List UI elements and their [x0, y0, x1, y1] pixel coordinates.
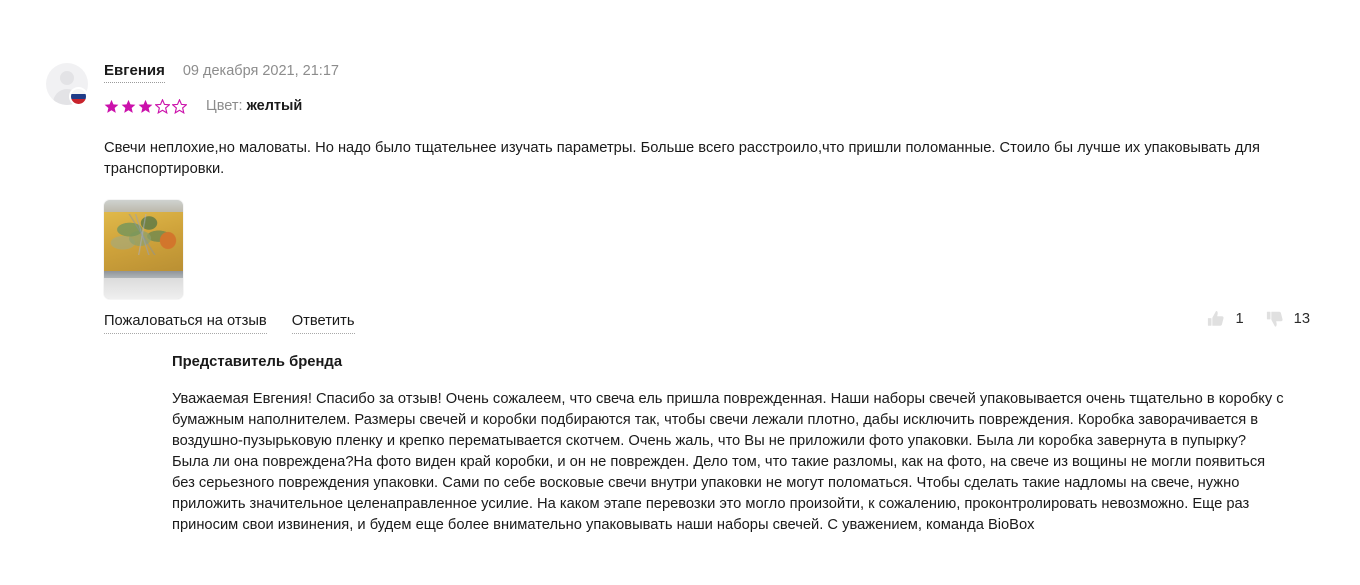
- star-empty-icon: [155, 99, 170, 114]
- attribute-label: Цвет:: [206, 98, 243, 114]
- brand-reply-title: Представитель бренда: [172, 354, 343, 370]
- star-rating: [104, 99, 187, 114]
- thumbs-up-count: 1: [1235, 311, 1244, 327]
- star-filled-icon: [138, 99, 153, 114]
- review-actions: [104, 311, 355, 334]
- review-meta-row: [104, 97, 302, 115]
- star-empty-icon: [172, 99, 187, 114]
- brand-reply-block: [172, 352, 1287, 536]
- review-attribute: [206, 97, 302, 115]
- review-header: [104, 62, 339, 83]
- russia-flag-icon: [69, 87, 88, 106]
- thumbs-down-count: 13: [1293, 311, 1310, 327]
- thumbs-down-button[interactable]: [1266, 310, 1310, 328]
- star-filled-icon: [121, 99, 136, 114]
- attribute-value: желтый: [246, 98, 303, 114]
- thumbs-up-button[interactable]: [1207, 310, 1243, 328]
- review-date: 09 декабря 2021, 21:17: [182, 63, 339, 79]
- avatar-head-shape: [60, 71, 74, 85]
- avatar: [46, 63, 88, 105]
- review-photo-list: [104, 200, 183, 299]
- review-author-name[interactable]: Евгения: [104, 62, 165, 83]
- report-review-link[interactable]: Пожаловаться на отзыв: [104, 311, 267, 334]
- review-body-text: Свечи неплохие,но маловаты. Но надо было тщательнее изучать параметры. Больше всего расстроило,что пришли поломанные. Стоило бы лучше их упаковывать для транспортировки.: [104, 140, 1260, 177]
- thumbs-up-icon: [1207, 310, 1226, 328]
- review-photo-1[interactable]: [104, 200, 183, 299]
- thumbs-down-icon: [1266, 310, 1285, 328]
- review-vote-controls: [1207, 310, 1310, 328]
- reply-review-link[interactable]: Ответить: [292, 311, 355, 334]
- star-filled-icon: [104, 99, 119, 114]
- brand-reply-text: Уважаемая Евгения! Спасибо за отзыв! Очень сожалеем, что свеча ель пришла поврежденная. Наши наборы свечей упаковывается очень тщательно в коробку с бумажным наполнителем. Размеры свечей и коробки подбираются так, чтобы свечи лежали плотно, дабы исключить повреждения. Коробка заворачивается в воздушно-пузырьковую пленку и крепко перематывается скотчем. Очень жаль, что Вы не приложили фото упаковки. Была ли коробка завернута в пупырку? Была ли она повреждена?На фото виден край коробки, и он не поврежден. Дело том, что такие разломы, как на фото, на свече из вощины не могли появиться без серьезного повреждения упаковки. Сами по себе восковые свечи внутри упаковки не могут поломаться. Чтобы сделать такие надломы на свече, нужно приложить значительное целенаправленное усилие. На каком этапе перевозки это могло произойти, к сожалению, проконтролировать невозможно. Еще раз приносим свои извинения, и будем еще более внимательно упаковывать наши наборы свечей. С уважением, команда BioBox: [172, 391, 1284, 533]
